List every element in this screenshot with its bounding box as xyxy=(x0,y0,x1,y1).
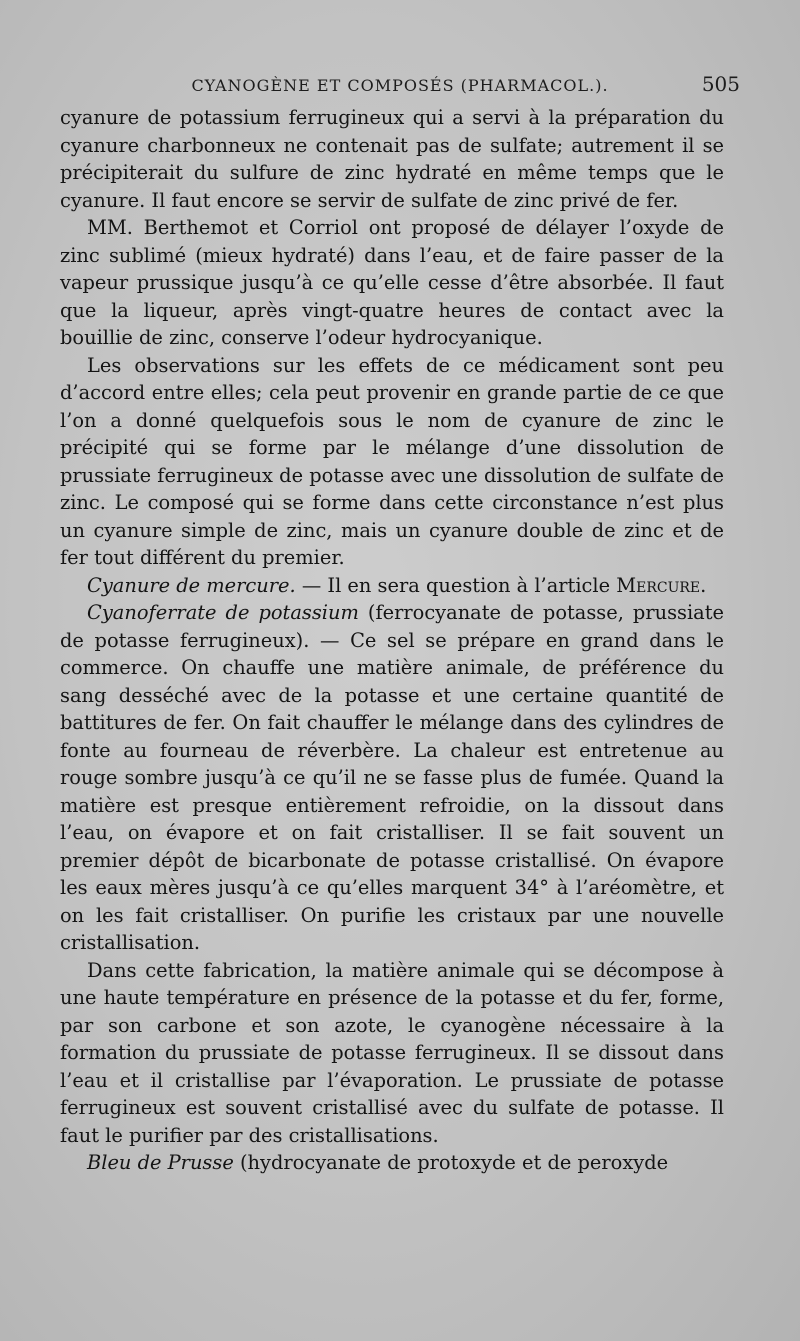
paragraph-1 xyxy=(60,104,724,214)
paragraph-6 xyxy=(60,957,724,1150)
paragraph-text: MM. Berthemot et Corriol ont proposé de délayer l’oxyde de zinc sublimé (mieux hydraté) dans l’eau, et de faire passer de la vapeur prussique jusqu’à ce qu’elle cesse d’être absorbée. Il faut que la liqueur, après vingt-quatre heures de contact avec la bouillie de zinc, conserve l’odeur hydrocyanique. xyxy=(60,216,724,349)
entry-heading: Cyanure de mercure. xyxy=(87,573,296,597)
paragraph-2 xyxy=(60,214,724,352)
paragraph-text: (hydrocyanate de protoxyde et de peroxyde xyxy=(233,1151,669,1174)
paragraph-text: — Il en sera question à l’article xyxy=(295,573,617,597)
paragraph-3 xyxy=(60,352,724,572)
paragraph-text: cyanure de potassium ferrugineux qui a servi à la préparation du cyanure charbonneux ne contenait pas de sulfate; autrement il se précipiterait du sulfure de zinc hydraté en même temps que le cyanure. Il faut encore se servir de sulfate de zinc privé de fer. xyxy=(60,106,724,212)
paragraph-text: Dans cette fabrication, la matière animale qui se décompose à une haute température en présence de la potasse et du fer, forme, par son carbone et son azote, le cyanogène nécessaire à la formation du prussiate de potasse ferrugineux. Il se dissout dans l’eau et il cristallise par l’évaporation. Le prussiate de potasse ferrugineux est souvent cristallisé avec du sulfate de potasse. Il faut le purifier par des cristallisations. xyxy=(60,958,724,1147)
running-title: CYANOGÈNE ET COMPOSÉS (PHARMACOL.). xyxy=(191,76,609,95)
entry-heading: Cyanoferrate de potassium xyxy=(87,601,359,624)
cross-reference: Mercure xyxy=(616,573,701,597)
paragraph-tail: . xyxy=(700,573,707,597)
paragraph-bleu-prusse xyxy=(60,1149,724,1177)
body-text xyxy=(60,104,724,1177)
paragraph-cyanoferrate xyxy=(60,599,724,957)
page-number: 505 xyxy=(701,72,740,96)
paragraph-text: Les observations sur les effets de ce médicament sont peu d’accord entre elles; cela peut provenir en grande partie de ce que l’on a donné quelquefois sous le nom de cyanure de zinc le précipité qui se forme par le mélange d’une dissolution de prussiate ferrugineux de potasse avec une dissolution de sulfate de zinc. Le composé qui se forme dans cette circonstance n’est plus un cyanure simple de zinc, mais un cyanure double de zinc et de fer tout différent du premier. xyxy=(60,353,724,569)
paragraph-cyanure-mercure xyxy=(60,572,724,600)
running-head xyxy=(60,70,740,100)
paragraph-text: (ferrocyanate de potasse, prussiate de potasse ferrugineux). — Ce sel se prépare en grand dans le commerce. On chauffe une matière animale, de préférence du sang desséché avec de la potasse et une certaine quantité de battitures de fer. On fait chauffer le mélange dans des cylindres de fonte au fourneau de réverbère. La chaleur est entretenue au rouge sombre jusqu’à ce qu’il ne se fasse plus de fumée. Quand la matière est presque entièrement refroidie, on la dissout dans l’eau, on évapore et on fait cristalliser. Il se fait souvent un premier dépôt de bicarbonate de potasse cristallisé. On évapore les eaux mères jusqu’à ce qu’elles marquent 34° à l’aréomètre, et on les fait cristalliser. On purifie les cristaux par une nouvelle cristallisation. xyxy=(60,601,725,954)
entry-heading: Bleu de Prusse xyxy=(87,1151,234,1174)
